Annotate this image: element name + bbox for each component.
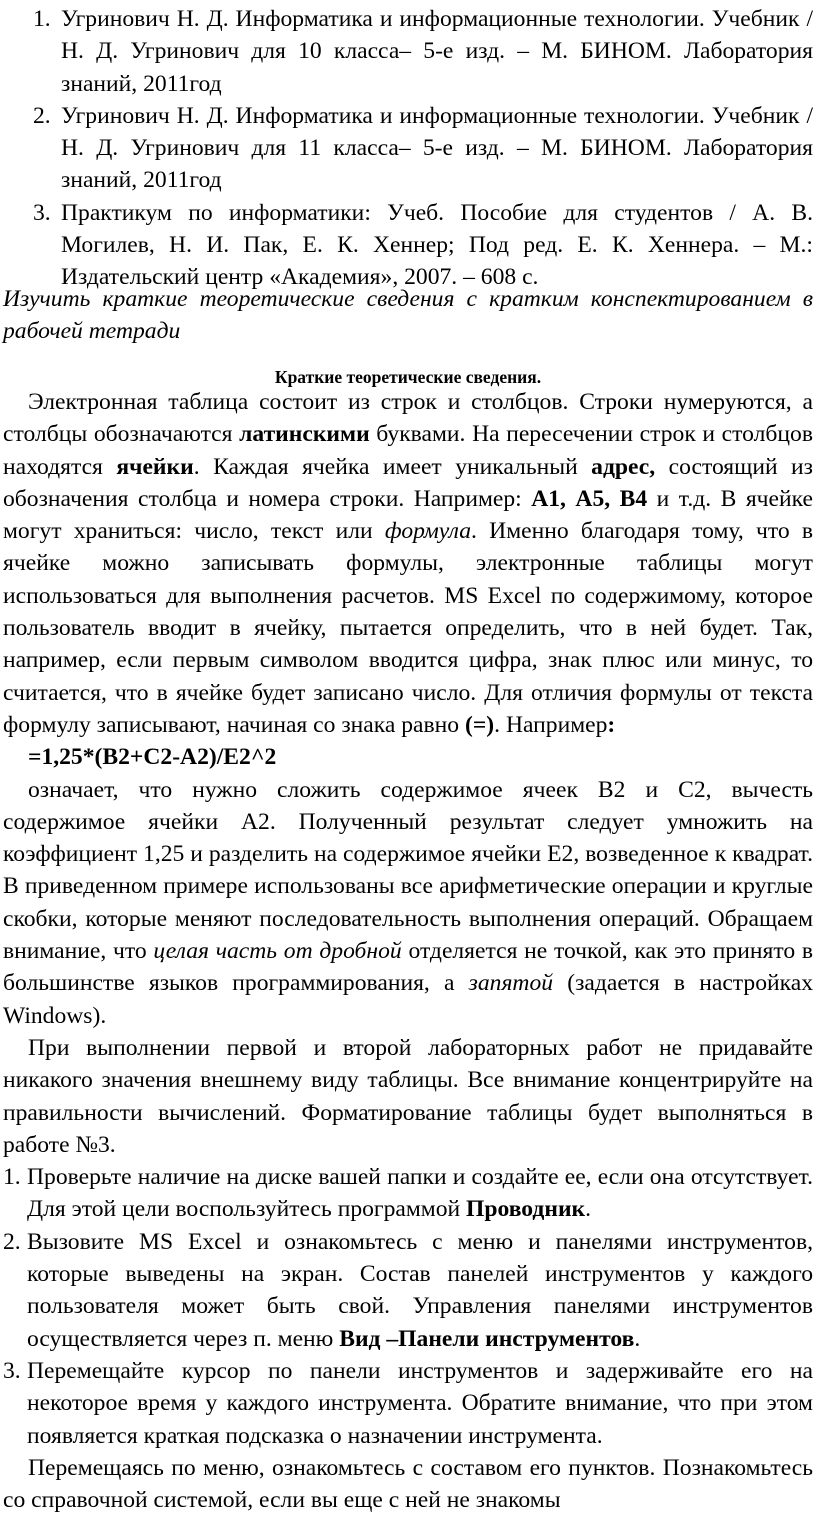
text-run: . Например	[494, 711, 608, 738]
bibliography-text: Угринович Н. Д. Информатика и информационные технологии. Учебник / Н. Д. Угринович для 11 класса– 5-е изд. – М. БИНОМ. Лаборатория знаний, 2011год	[61, 102, 813, 194]
text-run: . Каждая ячейка имеет уникальный	[193, 453, 592, 480]
text-run: .	[585, 1196, 592, 1223]
bibliography-item	[0, 100, 816, 197]
italic-term: целая часть от дробной	[153, 938, 402, 965]
bibliography-text: Практикум по информатики: Учеб. Пособие для студентов / А. В. Могилев, Н. И. Пак, Е. К. Хеннер; Под ред. Е. К. Хеннера. – М.: Издательский центр «Академия», 2007. – 608 с.	[61, 199, 813, 291]
italic-term: формула	[384, 518, 472, 545]
text-run: Перемещайте курсор по панели инструментов и задерживайте его на некоторое время у каждого инструмента. Обратите внимание, что при этом появляется краткая подсказка о назначении инструмента.	[27, 1357, 813, 1449]
bibliography-text: Угринович Н. Д. Информатика и информационные технологии. Учебник / Н. Д. Угринович для 10 класса– 5-е изд. – М. БИНОМ. Лаборатория знаний, 2011год	[61, 6, 813, 97]
text-run: и т.д. В ячейке могут храниться: число, текст или	[3, 485, 813, 545]
text-run: Проверьте наличие на диске вашей папки и создайте ее, если она отсутствует. Для этой цели воспользуйтесь программой	[27, 1164, 813, 1223]
bibliography-item	[0, 3, 816, 100]
paragraph-explanation	[3, 774, 813, 1032]
bold-term: ячейки	[116, 453, 194, 480]
list-number: 1.	[33, 6, 51, 32]
bold-term: (=)	[464, 711, 495, 738]
text-run: буквами. На пересечении строк и столбцов находятся	[3, 421, 813, 480]
text-run: Вызовите MS Excel и ознакомьтесь с меню и панелями инструментов, которые выведены на экран. Состав панелей инструментов у каждого пользователя может быть свой. Управления панелями инструментов осуществляется через п. меню	[27, 1228, 813, 1352]
list-number: 3.	[33, 199, 51, 226]
bold-term: А1, А5, В4	[531, 485, 648, 512]
text-run: состоящий из обозначения столбца и номера строки. Например:	[3, 453, 813, 512]
bibliography-item	[0, 197, 816, 294]
bold-term: :	[607, 711, 616, 738]
italic-term: запятой	[468, 970, 554, 997]
step-item	[3, 1226, 813, 1355]
list-number: 2.	[3, 1228, 21, 1255]
bold-term: Проводник	[466, 1196, 586, 1223]
body-text	[3, 386, 813, 1516]
section-title: Краткие теоретические сведения.	[274, 367, 542, 387]
task-heading: Изучить краткие теоретические сведения с кратким конспектированием в рабочей тетради	[3, 286, 813, 345]
paragraph-intro	[3, 386, 813, 741]
step-item	[3, 1161, 813, 1226]
text-run: Электронная таблица состоит из строк и столбцов. Строки нумеруются, а столбцы обозначаются	[3, 389, 813, 448]
list-number: 1.	[3, 1164, 21, 1191]
text-run: (задается в настройках Windows).	[3, 970, 814, 1029]
list-number: 2.	[33, 102, 51, 129]
bibliography-list	[0, 3, 816, 294]
text-run: отделяется не точкой, как это принято в большинстве языков программирования, а	[3, 938, 813, 997]
formula-example: =1,25*(В2+С2-А2)/Е2^2	[28, 744, 277, 771]
bold-term: Вид –Панели инструментов	[339, 1325, 635, 1352]
paragraph-instructions: При выполнении первой и второй лабораторных работ не придавайте никакого значения внешнему виду таблицы. Все внимание концентрируйте на правильности вычислений. Форматирование таблицы будет выполняться в работе №3.	[3, 1034, 813, 1158]
text-run: .	[634, 1325, 641, 1352]
bold-term: адрес,	[591, 453, 656, 480]
paragraph-closing: Перемещаясь по меню, ознакомьтесь с составом его пунктов. Познакомьтесь со справочной системой, если вы еще с ней не знакомы	[3, 1454, 813, 1514]
list-number: 3.	[3, 1357, 21, 1384]
text-run: . Именно благодаря тому, что в ячейке можно записывать формулы, электронные таблицы могут использоваться для выполнения расчетов. MS Excel по содержимому, которое пользователь вводит в ячейку, пытается определить, что в ней будет. Так, например, если первым символом вводится цифра, знак плюс или минус, то считается, что в ячейке будет записано число. Для отличия формулы от текста формулу записывают, начиная со знака равно	[3, 518, 813, 738]
bold-term: латинскими	[239, 421, 370, 448]
text-run: означает, что нужно сложить содержимое ячеек В2 и С2, вычесть содержимое ячейки А2. Полученный результат следует умножить на коэффициент 1,25 и разделить на содержимое ячейки Е2, возведенное к квадрат. В приведенном примере использованы все арифметические операции и круглые скобки, которые меняют последовательность выполнения операций. Обращаем внимание, что	[3, 776, 813, 965]
steps-list	[3, 1161, 813, 1452]
step-item	[3, 1355, 813, 1452]
